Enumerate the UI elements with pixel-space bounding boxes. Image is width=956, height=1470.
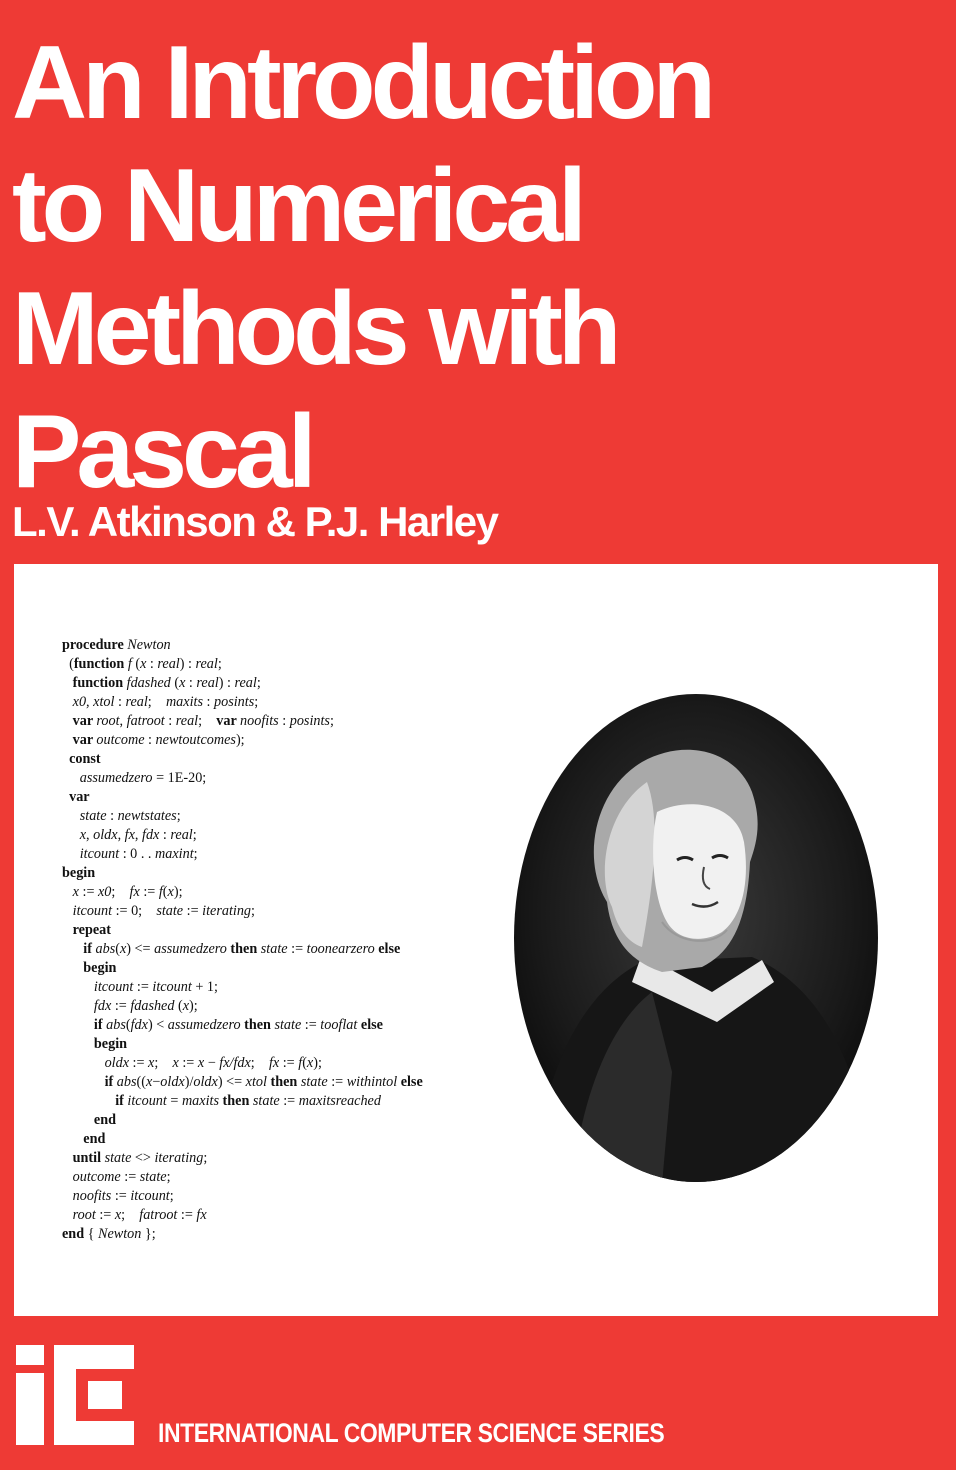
code-identifier: outcome — [96, 732, 145, 748]
code-identifier: assumedzero — [79, 770, 153, 786]
code-text — [62, 1055, 105, 1071]
code-text — [62, 732, 73, 748]
code-text: ; — [169, 1188, 174, 1204]
code-text: := — [120, 1169, 140, 1185]
code-text — [62, 1131, 83, 1147]
code-identifier: oldx — [160, 1074, 185, 1090]
code-identifier: x0 — [72, 694, 87, 710]
code-identifier: abs — [106, 1017, 126, 1033]
code-identifier: root — [72, 1207, 96, 1223]
code-identifier: fdx — [142, 827, 160, 843]
code-identifier: assumedzero — [167, 1017, 241, 1033]
code-text: : — [106, 808, 118, 824]
code-text — [62, 903, 73, 919]
code-keyword: begin — [83, 960, 117, 976]
code-line — [62, 1149, 423, 1168]
code-identifier: abs — [116, 1074, 137, 1090]
code-text: ) <= — [126, 941, 155, 957]
code-text: ) < — [147, 1017, 168, 1033]
code-identifier: x — [79, 827, 87, 843]
code-text: : — [164, 713, 176, 729]
code-line — [62, 921, 423, 940]
code-identifier: fx — [268, 1055, 280, 1071]
code-text: : — [114, 694, 126, 710]
code-identifier: state — [260, 941, 288, 957]
code-text: ); — [173, 884, 183, 900]
code-text — [62, 694, 73, 710]
code-text: := 0; — [112, 903, 157, 919]
code-text: : — [146, 656, 158, 672]
code-text — [62, 1036, 94, 1052]
code-keyword: var — [72, 713, 97, 729]
code-text: := — [133, 979, 153, 995]
code-identifier: real — [195, 656, 218, 672]
code-text: ; — [203, 1150, 208, 1166]
code-identifier: state — [139, 1169, 167, 1185]
code-text: := — [183, 903, 203, 919]
code-text — [62, 1017, 94, 1033]
code-identifier: itcount — [79, 846, 120, 862]
code-identifier: abs — [95, 941, 116, 957]
code-text: , — [119, 713, 127, 729]
code-identifier: real — [175, 713, 199, 729]
code-identifier: noofits — [72, 1188, 112, 1204]
code-text: ( — [302, 1055, 307, 1071]
code-text — [62, 713, 73, 729]
code-keyword: if — [104, 1074, 117, 1090]
code-identifier: fdashed — [126, 675, 171, 691]
code-identifier: oldx — [193, 1074, 218, 1090]
code-text: ) : — [218, 675, 235, 691]
code-keyword: var — [72, 732, 97, 748]
code-text: := — [279, 1093, 299, 1109]
code-identifier: iterating — [202, 903, 252, 919]
code-text: { — [87, 1226, 98, 1242]
code-identifier: newtstates — [117, 808, 177, 824]
code-identifier: oldx — [93, 827, 118, 843]
code-text: ; — [193, 846, 198, 862]
code-identifier: itcount — [72, 903, 113, 919]
code-text — [62, 1150, 73, 1166]
code-identifier: maxint — [155, 846, 194, 862]
code-text: : — [144, 732, 156, 748]
code-line — [62, 788, 423, 807]
code-line — [62, 997, 423, 1016]
code-text: ); — [189, 998, 198, 1014]
code-line — [62, 1130, 423, 1149]
code-text: ; — [111, 884, 130, 900]
code-text — [62, 1188, 73, 1204]
code-identifier: Newton — [127, 637, 171, 653]
title-line-2: to Numerical — [12, 148, 582, 264]
code-identifier: x — [306, 1055, 314, 1071]
code-line — [62, 959, 423, 978]
code-identifier: x — [148, 1055, 155, 1071]
code-keyword: else — [374, 941, 401, 957]
code-identifier: toonearzero — [306, 941, 375, 957]
code-text — [62, 941, 83, 957]
code-text — [62, 1093, 115, 1109]
code-identifier: x — [114, 1207, 122, 1223]
book-authors: L.V. Atkinson & P.J. Harley — [12, 498, 498, 545]
code-text: , — [86, 827, 94, 843]
code-text: : — [185, 675, 197, 691]
code-text: ; — [166, 1169, 171, 1185]
code-text: ; — [250, 1055, 269, 1071]
code-identifier: xtol — [245, 1074, 267, 1090]
code-identifier: maxits — [165, 694, 203, 710]
title-line-4: Pascal — [12, 394, 312, 510]
code-line — [62, 1206, 423, 1225]
code-keyword: end — [93, 1112, 116, 1128]
code-keyword: var — [69, 789, 90, 805]
code-identifier: assumedzero — [154, 941, 227, 957]
code-text: , — [86, 694, 94, 710]
code-keyword: end — [62, 1226, 88, 1242]
code-text — [62, 1169, 73, 1185]
code-line — [62, 731, 423, 750]
code-text — [62, 1074, 105, 1090]
code-identifier: Newton — [97, 1226, 142, 1242]
code-identifier: real — [234, 675, 257, 691]
code-text: ( — [131, 656, 141, 672]
code-line — [62, 1187, 423, 1206]
code-identifier: f — [158, 884, 163, 900]
code-keyword: if — [115, 1093, 128, 1109]
code-text: := — [139, 884, 159, 900]
code-text: ; — [217, 656, 222, 672]
code-text: ; — [254, 694, 259, 710]
code-text: := — [78, 884, 98, 900]
code-text: : 0 . . — [119, 846, 156, 862]
code-text — [62, 770, 80, 786]
code-text: ; — [154, 1055, 173, 1071]
code-text: := — [178, 1055, 198, 1071]
illustration-panel — [14, 564, 938, 1316]
code-text: ; — [176, 808, 181, 824]
code-identifier: tooflat — [320, 1017, 358, 1033]
code-text: ( — [115, 941, 120, 957]
code-keyword: else — [397, 1074, 423, 1090]
code-text: ( — [125, 1017, 131, 1033]
title-line-1: An Introduction — [12, 25, 712, 141]
code-identifier: x — [119, 941, 127, 957]
code-line — [62, 864, 423, 883]
code-identifier: x — [167, 884, 174, 900]
code-text: = — [166, 1093, 182, 1109]
code-line — [62, 1111, 423, 1130]
code-keyword: begin — [93, 1036, 128, 1052]
code-keyword: end — [83, 1131, 106, 1147]
code-identifier: x — [145, 1074, 153, 1090]
code-identifier: fx — [129, 884, 140, 900]
code-text: ); — [313, 1055, 322, 1071]
code-identifier: x — [179, 675, 186, 691]
code-identifier: fdashed — [130, 998, 175, 1014]
pascal-code-listing — [62, 636, 423, 1244]
code-identifier: itcount — [127, 1093, 167, 1109]
code-keyword: procedure — [62, 637, 128, 653]
code-text: := — [287, 941, 307, 957]
code-text: := — [111, 1188, 131, 1204]
code-identifier: state — [252, 1093, 280, 1109]
code-identifier: x — [72, 884, 79, 900]
code-text: ; — [192, 827, 197, 843]
code-line — [62, 1073, 423, 1092]
code-line — [62, 1035, 423, 1054]
portrait-icon — [512, 692, 880, 1184]
code-text: ( — [162, 884, 168, 900]
code-identifier: posints — [289, 713, 330, 729]
code-text: }; — [141, 1226, 156, 1242]
code-text: := — [327, 1074, 347, 1090]
code-keyword: begin — [62, 865, 96, 881]
code-identifier: state — [104, 1150, 132, 1166]
code-text: ); — [235, 732, 245, 748]
code-text: , — [117, 827, 125, 843]
series-name: INTERNATIONAL COMPUTER SCIENCE SERIES — [158, 1418, 665, 1448]
code-identifier: fx/fdx — [219, 1055, 251, 1071]
code-text — [62, 884, 73, 900]
code-line — [62, 978, 423, 997]
code-keyword: if — [83, 941, 96, 957]
code-keyword: repeat — [72, 922, 111, 938]
code-line — [62, 674, 423, 693]
code-text — [62, 846, 80, 862]
code-keyword: then — [226, 941, 261, 957]
ic-logo-icon — [16, 1345, 134, 1445]
code-text — [62, 979, 94, 995]
code-text: := — [129, 1055, 149, 1071]
code-identifier: fx — [124, 827, 135, 843]
code-line — [62, 1016, 423, 1035]
code-text — [62, 827, 80, 843]
code-identifier: noofits — [240, 713, 279, 729]
title-line-3: Methods with — [12, 271, 617, 387]
code-text — [62, 960, 83, 976]
code-keyword: then — [240, 1017, 275, 1033]
code-text: := — [177, 1207, 197, 1223]
code-identifier: fatroot — [126, 713, 165, 729]
code-identifier: itcount — [130, 1188, 170, 1204]
code-text — [62, 998, 94, 1014]
code-identifier: maxits — [181, 1093, 219, 1109]
code-text: := — [279, 1055, 299, 1071]
code-identifier: newtoutcomes — [155, 732, 236, 748]
code-text: : — [278, 713, 290, 729]
code-identifier: x — [172, 1055, 179, 1071]
code-identifier: fatroot — [139, 1207, 178, 1223]
code-text: (( — [136, 1074, 146, 1090]
code-identifier: f — [298, 1055, 303, 1071]
book-title — [12, 22, 711, 514]
code-identifier: real — [125, 694, 148, 710]
code-keyword: const — [69, 751, 101, 767]
code-line — [62, 807, 423, 826]
code-identifier: outcome — [72, 1169, 121, 1185]
code-text — [62, 1112, 94, 1128]
code-identifier: itcount — [93, 979, 134, 995]
code-identifier: fx — [196, 1207, 207, 1223]
code-text — [62, 922, 73, 938]
code-identifier: iterating — [154, 1150, 204, 1166]
code-text: ( — [170, 675, 180, 691]
code-text — [62, 1207, 73, 1223]
code-line — [62, 769, 423, 788]
code-text: ( — [174, 998, 183, 1014]
code-identifier: state — [79, 808, 107, 824]
code-text: ) <= — [217, 1074, 246, 1090]
code-text: : — [202, 694, 215, 710]
code-text: <> — [131, 1150, 155, 1166]
code-identifier: fdx — [130, 1017, 148, 1033]
code-text: − — [204, 1055, 220, 1071]
code-text: ; — [329, 713, 334, 729]
code-identifier: state — [300, 1074, 328, 1090]
code-identifier: withintol — [346, 1074, 398, 1090]
code-identifier: state — [274, 1017, 302, 1033]
code-keyword: else — [357, 1017, 383, 1033]
code-identifier: maxitsreached — [298, 1093, 381, 1109]
code-identifier: real — [157, 656, 180, 672]
code-identifier: itcount — [152, 979, 192, 995]
code-line — [62, 693, 423, 712]
code-keyword: function — [73, 656, 128, 672]
code-identifier: fdx — [93, 998, 112, 1014]
code-text: ; — [121, 1207, 140, 1223]
code-text: )/ — [184, 1074, 194, 1090]
code-text: ; — [147, 694, 166, 710]
code-text: ) : — [179, 656, 196, 672]
code-identifier: state — [156, 903, 184, 919]
code-text: ( — [62, 656, 74, 672]
code-text: := — [301, 1017, 321, 1033]
code-line — [62, 940, 423, 959]
code-line — [62, 845, 423, 864]
code-text — [62, 675, 73, 691]
code-identifier: x — [140, 656, 147, 672]
code-text: ; — [198, 713, 217, 729]
code-identifier: f — [127, 656, 132, 672]
code-text: ; — [256, 675, 261, 691]
code-identifier: oldx — [104, 1055, 129, 1071]
code-line — [62, 883, 423, 902]
code-text: := — [111, 998, 131, 1014]
code-text: : — [159, 827, 171, 843]
code-line — [62, 902, 423, 921]
code-text — [62, 808, 80, 824]
code-identifier: root — [96, 713, 120, 729]
code-text: + 1; — [191, 979, 218, 995]
code-identifier: xtol — [93, 694, 115, 710]
code-line — [62, 1225, 423, 1244]
code-identifier: real — [170, 827, 193, 843]
code-line — [62, 1092, 423, 1111]
code-text: = 1E-20; — [152, 770, 207, 786]
code-text: − — [152, 1074, 161, 1090]
code-identifier: posints — [214, 694, 255, 710]
code-identifier: real — [196, 675, 219, 691]
code-line — [62, 826, 423, 845]
code-identifier: x0 — [98, 884, 112, 900]
code-keyword: function — [72, 675, 127, 691]
code-line — [62, 636, 423, 655]
code-line — [62, 655, 423, 674]
code-identifier: x — [182, 998, 190, 1014]
code-line — [62, 1054, 423, 1073]
code-keyword: until — [72, 1150, 105, 1166]
code-text: , — [134, 827, 143, 843]
code-text: := — [95, 1207, 115, 1223]
code-line — [62, 750, 423, 769]
code-keyword: then — [266, 1074, 301, 1090]
code-line — [62, 1168, 423, 1187]
code-keyword: var — [216, 713, 241, 729]
code-line — [62, 712, 423, 731]
code-keyword: if — [93, 1017, 107, 1033]
code-text: ; — [251, 903, 255, 919]
code-identifier: x — [197, 1055, 205, 1071]
code-keyword: then — [218, 1093, 253, 1109]
